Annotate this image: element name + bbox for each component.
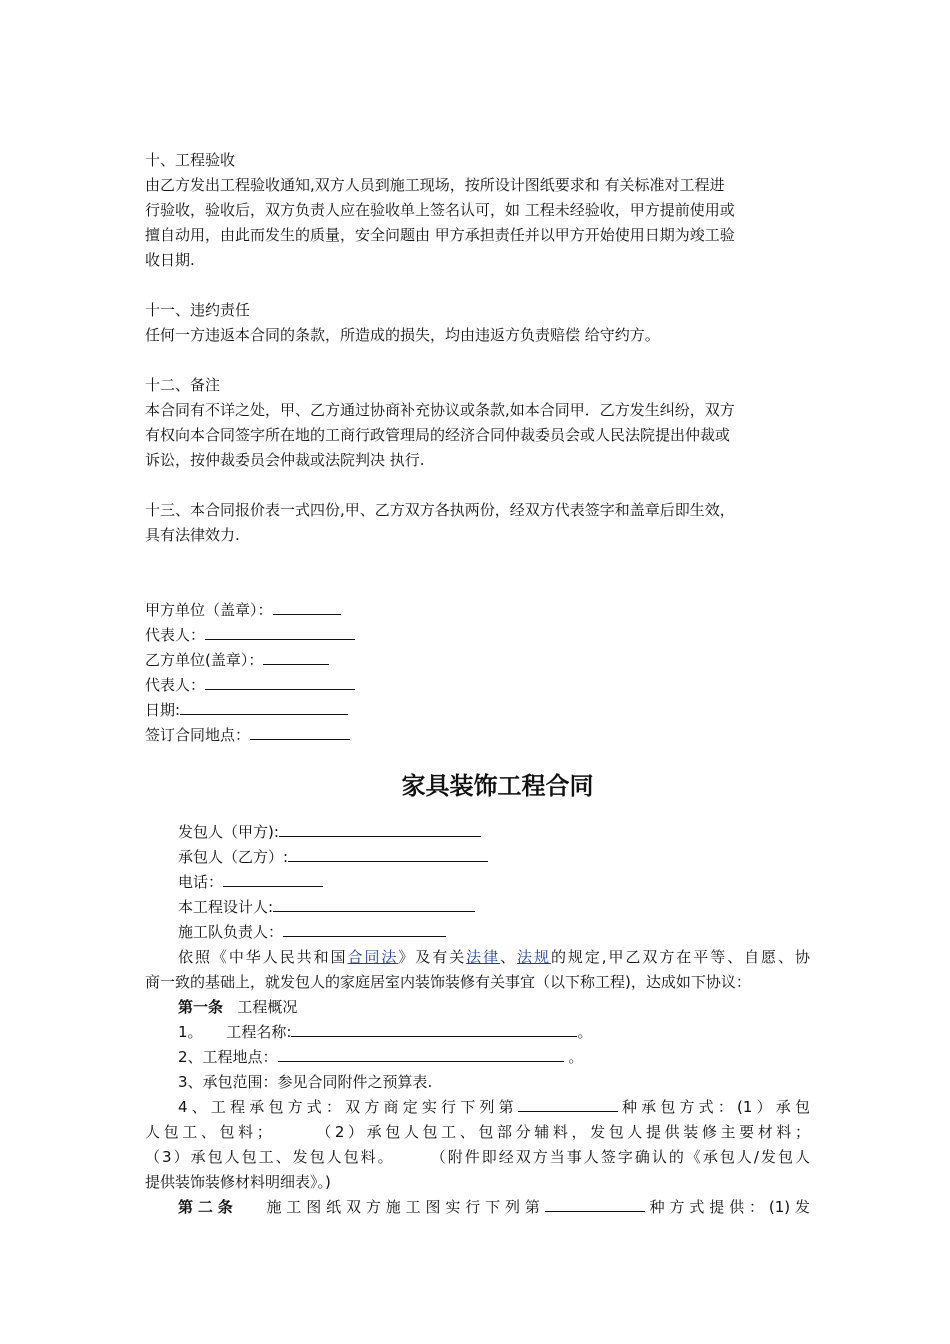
contract-title: 家具装饰工程合同 — [401, 771, 594, 800]
spacer — [145, 273, 810, 298]
parties-block — [145, 820, 810, 945]
sign-blank-party-a[interactable] — [273, 599, 341, 615]
sign-blank-party-b[interactable] — [263, 649, 329, 665]
item-4-text: (1）承包 — [737, 1098, 810, 1116]
article-2-title: 施工图纸 — [266, 1198, 347, 1216]
intro-text: 的规定,甲乙双方在平等、自愿、协 — [550, 948, 810, 966]
text-line: 由乙方发出工程验收通知,双方人员到施工现场，按所设计图纸要求和 有关标准对工程进 — [145, 176, 725, 194]
article-2-text: 种方式提供： — [644, 1198, 769, 1216]
spacer — [145, 473, 810, 498]
sign-blank-date[interactable] — [180, 699, 348, 715]
sign-label-rep-a: 代表人： — [145, 626, 206, 644]
text-line: 本合同有不详之处，甲、乙方通过协商补充协议或条款,如本合同甲．乙方发生纠纷，双方 — [145, 401, 735, 419]
text-line: 具有法律效力. — [145, 526, 240, 544]
item-4-line-2: 人包工、包料； （2）承包人包工、包部分辅料，发包人提供装修主要材料； — [145, 1123, 810, 1141]
text-line: 收日期. — [145, 251, 195, 269]
sign-blank-rep-a[interactable] — [205, 624, 355, 640]
drawing-mode-blank[interactable] — [545, 1196, 645, 1212]
signature-block — [145, 598, 810, 748]
intro-line-2: 商一致的基础上，就发包人的家庭居室内装饰装修有关事宜（以下称工程)，达成如下协议： — [145, 973, 751, 991]
section-11-body: 任何一方违返本合同的条款，所造成的损失，均由违返方负责赔偿 给守约方。 — [145, 326, 660, 344]
party-blank-designer[interactable] — [273, 896, 475, 912]
party-label-contractor: 承包人（乙方）: — [178, 848, 289, 866]
sign-label-party-a: 甲方单位（盖章）： — [145, 601, 273, 619]
article-1-label: 第一条 — [178, 998, 224, 1016]
item-4-text: 4、工程承包方式：双方商定实行下列第 — [178, 1098, 518, 1116]
project-location-blank[interactable] — [278, 1046, 564, 1062]
section-10-heading: 十、工程验收 — [145, 151, 236, 169]
contract-mode-blank[interactable] — [518, 1096, 618, 1112]
item-2-label: 2、工程地点： — [178, 1048, 278, 1066]
intro-text: 、 — [500, 948, 518, 966]
spacer — [145, 348, 810, 373]
section-12-heading: 十二、备注 — [145, 376, 221, 394]
intro-paragraph — [145, 945, 810, 995]
sign-blank-place[interactable] — [250, 724, 350, 740]
article-2-label: 第二条 — [178, 1198, 238, 1216]
text-line: 擅自动用，由此而发生的质量，安全问题由 甲方承担责任并以甲方开始使用日期为竣工验 — [145, 226, 735, 244]
text-line: 行验收，验收后，双方负责人应在验收单上签名认可，如 工程未经验收，甲方提前使用或 — [145, 201, 735, 219]
party-label-employer: 发包人（甲方): — [178, 823, 279, 841]
project-name-blank[interactable] — [291, 1021, 577, 1037]
party-label-team-lead: 施工队负责人： — [178, 923, 284, 941]
article-2-text: (1)发 — [768, 1198, 810, 1216]
intro-text: 》及有关 — [398, 948, 467, 966]
section-11-heading: 十一、违约责任 — [145, 301, 251, 319]
intro-text: 依照《中华人民共和国 — [178, 948, 348, 966]
article-2-text: 双方施工图实行下列第 — [346, 1198, 545, 1216]
spacer — [145, 548, 810, 598]
article-1-title: 工程概况 — [237, 998, 298, 1016]
party-label-designer: 本工程设计人: — [178, 898, 274, 916]
link-regulation[interactable]: 法规 — [517, 948, 551, 966]
party-blank-contractor[interactable] — [288, 846, 488, 862]
sign-label-party-b: 乙方单位(盖章）： — [145, 651, 264, 669]
section-10-body — [145, 173, 810, 273]
item-4-line-4: 提供装饰装修材料明细表》。) — [145, 1173, 331, 1191]
item-4-text: 种承包方式： — [617, 1098, 738, 1116]
section-12-body — [145, 398, 810, 473]
article-1 — [145, 995, 810, 1195]
text-line: 诉讼，按仲裁委员会仲裁或法院判决 执行. — [145, 451, 425, 469]
item-3: 3、承包范围：参见合同附件之预算表. — [178, 1073, 433, 1091]
link-contract-law[interactable]: 合同法 — [347, 948, 399, 966]
text-line: 十三、本合同报价表一式四份,甲、乙方双方各执两份，经双方代表签字和盖章后即生效， — [145, 501, 735, 519]
item-end-mark: 。 — [577, 1023, 593, 1041]
document-page — [145, 148, 810, 1220]
sign-label-date: 日期: — [145, 701, 181, 719]
section-13 — [145, 498, 810, 548]
article-2 — [145, 1195, 810, 1220]
item-end-mark: 。 — [568, 1048, 584, 1066]
text-line: 有权向本合同签字所在地的工商行政管理局的经济合同仲裁委员会或人民法院提出仲裁或 — [145, 426, 731, 444]
party-blank-phone[interactable] — [223, 871, 323, 887]
link-law[interactable]: 法律 — [466, 948, 501, 966]
item-1-label: 工程名称: — [226, 1023, 292, 1041]
party-blank-team-lead[interactable] — [283, 921, 446, 937]
sign-label-place: 签订合同地点： — [145, 726, 251, 744]
party-blank-employer[interactable] — [279, 821, 481, 837]
sign-blank-rep-b[interactable] — [205, 674, 355, 690]
item-4-line-3: （3）承包人包工、发包人包料。 （附件即经双方当事人签字确认的《承包人/发包人 — [145, 1148, 810, 1166]
item-1-number: 1。 — [178, 1023, 203, 1041]
party-label-phone: 电话： — [178, 873, 224, 891]
sign-label-rep-b: 代表人： — [145, 676, 206, 694]
